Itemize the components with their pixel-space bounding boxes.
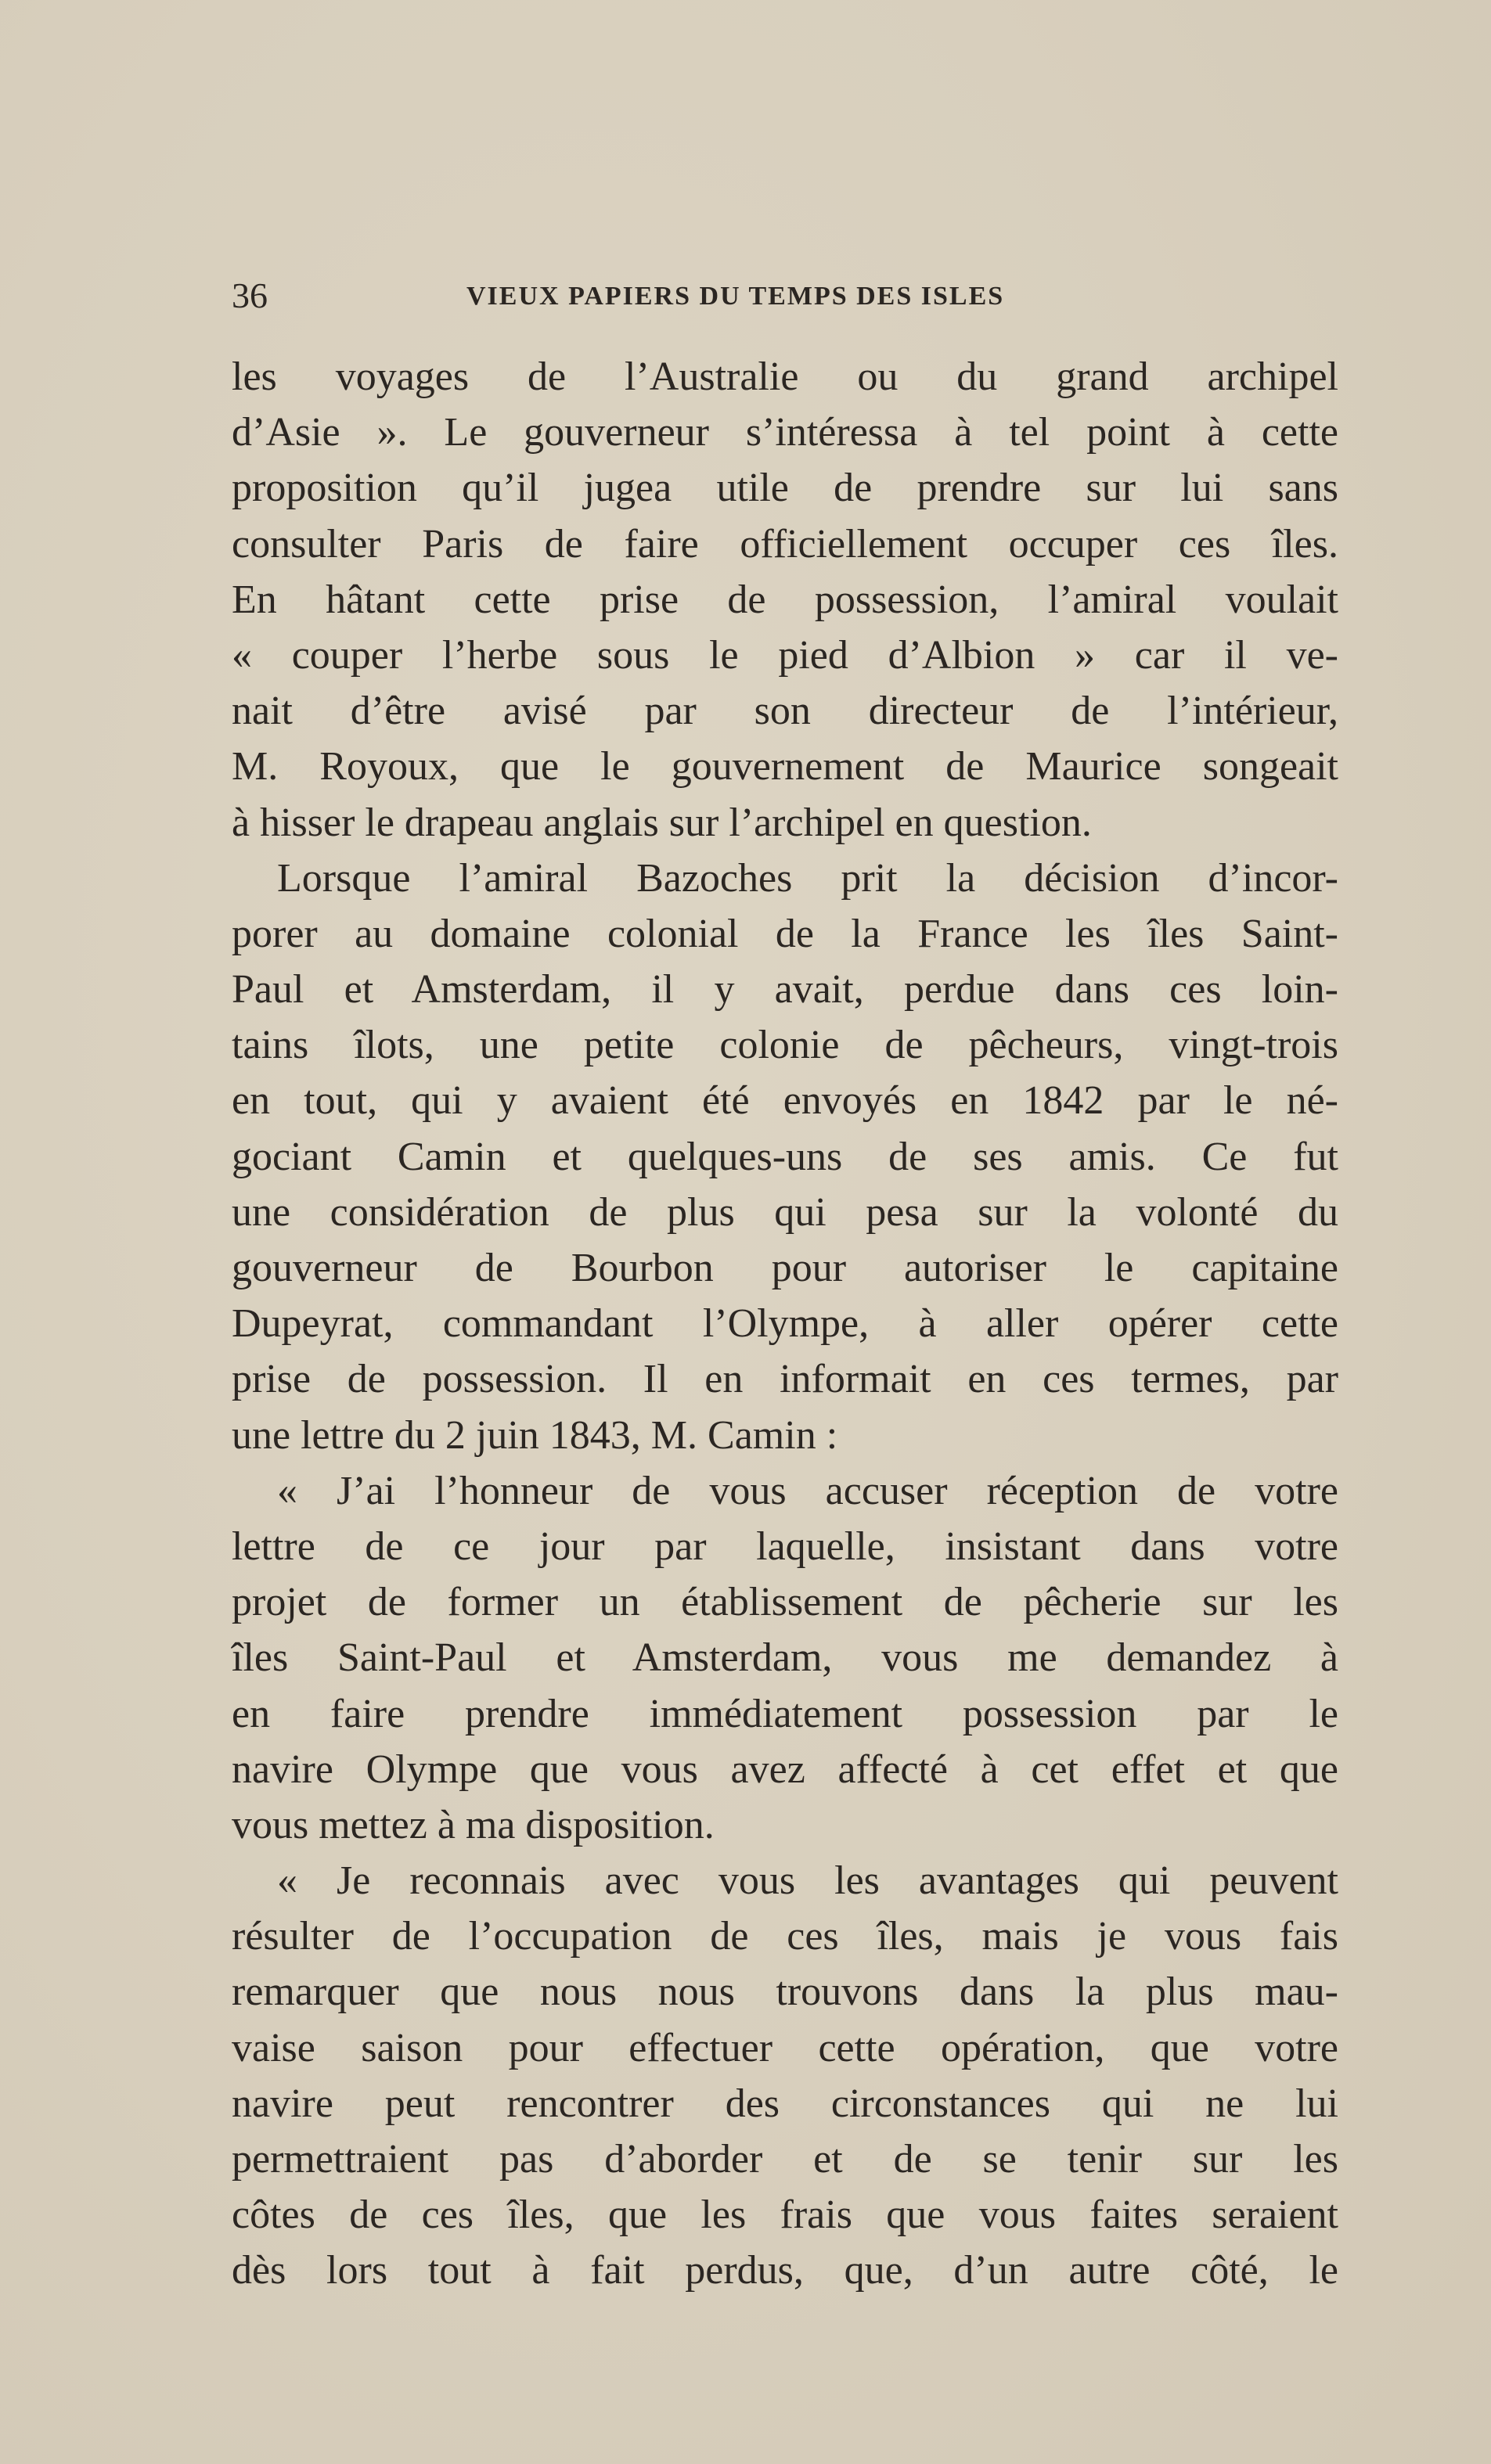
text-line: vaise saison pour effectuer cette opération, que votre — [232, 2025, 1338, 2070]
text-line: gouverneur de Bourbon pour autoriser le capitaine — [232, 1246, 1338, 1290]
text-line: les voyages de l’Australie ou du grand archipel — [232, 354, 1338, 399]
page-number: 36 — [232, 275, 268, 315]
text-line: M. Royoux, que le gouvernement de Maurice songeait — [232, 744, 1338, 790]
text-line: une considération de plus qui pesa sur la volonté du — [232, 1189, 1338, 1235]
text-line: dès lors tout à fait perdus, que, d’un autre côté, le — [232, 2248, 1338, 2293]
text-line: d’Asie ». Le gouverneur s’intéressa à tel point à cette — [232, 410, 1338, 455]
text-line: En hâtant cette prise de possession, l’amiral voulait — [232, 577, 1338, 622]
running-head: VIEUX PAPIERS DU TEMPS DES ISLES — [466, 282, 1005, 311]
text-line: côtes de ces îles, que les frais que vous faites seraient — [232, 2192, 1338, 2238]
text-line: navire Olympe que vous avez affecté à cet effet et que — [232, 1746, 1338, 1792]
text-line: Paul et Amsterdam, il y avait, perdue dans ces loin- — [232, 967, 1338, 1013]
text-line: consulter Paris de faire officiellement occuper ces îles. — [232, 521, 1338, 567]
text-line: en faire prendre immédiatement possession par le — [232, 1691, 1338, 1736]
text-line: « Je reconnais avec vous les avantages qui peuvent — [277, 1858, 1338, 1904]
text-line: tains îlots, une petite colonie de pêcheurs, vingt-trois — [232, 1023, 1338, 1068]
text-line: Lorsque l’amiral Bazoches prit la décision d’incor- — [277, 855, 1338, 901]
body-text — [232, 349, 1338, 2299]
text-line: proposition qu’il jugea utile de prendre sur lui sans — [232, 466, 1338, 511]
text-line: porer au domaine colonial de la France les îles Saint- — [232, 911, 1338, 956]
page-header — [232, 272, 1343, 319]
text-line: en tout, qui y avaient été envoyés en 1842 par le né- — [232, 1078, 1338, 1124]
text-line: une lettre du 2 juin 1843, M. Camin : — [232, 1412, 838, 1458]
text-line: îles Saint-Paul et Amsterdam, vous me demandez à — [232, 1635, 1338, 1681]
text-line: « couper l’herbe sous le pied d’Albion » car il ve- — [232, 632, 1338, 678]
text-line: « J’ai l’honneur de vous accuser réception de votre — [277, 1468, 1338, 1513]
text-line: permettraient pas d’aborder et de se tenir sur les — [232, 2137, 1338, 2182]
text-line: lettre de ce jour par laquelle, insistant dans votre — [232, 1523, 1338, 1569]
text-line: vous mettez à ma disposition. — [232, 1802, 715, 1847]
text-line: prise de possession. Il en informait en ces termes, par — [232, 1357, 1338, 1402]
text-line: gociant Camin et quelques-uns de ses amis. Ce fut — [232, 1134, 1338, 1179]
text-line: remarquer que nous nous trouvons dans la plus mau- — [232, 1969, 1338, 2015]
text-line: projet de former un établissement de pêcherie sur les — [232, 1580, 1338, 1625]
text-line: nait d’être avisé par son directeur de l’intérieur, — [232, 689, 1338, 734]
text-line: à hisser le drapeau anglais sur l’archipel en question. — [232, 800, 1092, 845]
text-line: Dupeyrat, commandant l’Olympe, à aller opérer cette — [232, 1301, 1338, 1347]
text-line: résulter de l’occupation de ces îles, mais je vous fais — [232, 1914, 1338, 1959]
text-line: navire peut rencontrer des circonstances qui ne lui — [232, 2081, 1338, 2126]
